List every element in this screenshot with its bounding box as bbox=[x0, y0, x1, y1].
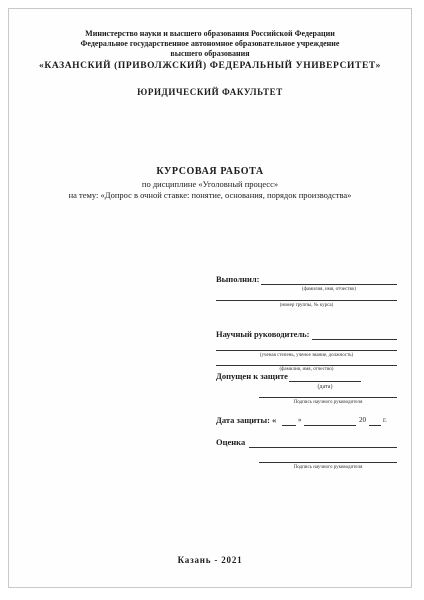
admitted-signature-line bbox=[259, 397, 397, 398]
supervisor-hint: (ученая степень, ученое звание, должность) bbox=[259, 353, 354, 358]
grade-line bbox=[249, 447, 397, 448]
year-suffix: г. bbox=[383, 416, 387, 424]
defense-date-label: Дата защиты: « bbox=[216, 415, 277, 425]
year-line bbox=[369, 425, 381, 426]
supervisor-name-line bbox=[216, 365, 397, 366]
faculty-name: ЮРИДИЧЕСКИЙ ФАКУЛЬТЕТ bbox=[137, 87, 283, 97]
group-hint: (номер группы, № курса) bbox=[279, 303, 334, 308]
supervisor-label: Научный руководитель: bbox=[216, 329, 310, 339]
university-name: «КАЗАНСКИЙ (ПРИВОЛЖСКИЙ) ФЕДЕРАЛЬНЫЙ УНИВЕРСИТЕТ» bbox=[39, 61, 381, 71]
name-hint: (фамилия, имя, отчество) bbox=[302, 287, 356, 292]
institution-type-text: Федеральное государственное автономное образовательное учреждение bbox=[80, 39, 340, 48]
group-line bbox=[216, 300, 397, 301]
defense-day-line bbox=[282, 425, 296, 426]
supervisor-title-line bbox=[216, 350, 397, 351]
supervisor-signature-hint: Подпись научного руководителя bbox=[293, 400, 363, 405]
performed-name-line bbox=[261, 284, 397, 285]
admitted-label: Допущен к защите bbox=[216, 371, 288, 381]
supervisor-line bbox=[312, 339, 397, 340]
work-title: КУРСОВАЯ РАБОТА bbox=[156, 166, 264, 177]
admitted-date-line bbox=[289, 381, 361, 382]
title-page bbox=[8, 8, 412, 588]
year-prefix: 20 bbox=[359, 416, 366, 424]
ministry-text: Министерство науки и высшего образования Российской Федерации bbox=[85, 29, 335, 38]
supervisor-name-hint: (фамилия, имя, отчество) bbox=[279, 367, 334, 372]
performed-label: Выполнил: bbox=[216, 274, 260, 284]
signature-hint: Подпись научного руководителя bbox=[293, 465, 363, 470]
defense-month-line bbox=[304, 425, 356, 426]
defense-date-mid: » bbox=[298, 416, 302, 424]
grade-label: Оценка bbox=[216, 437, 246, 447]
topic-text: на тему: «Допрос в очной ставке: понятие, основания, порядок производства» bbox=[68, 190, 352, 200]
city-year: Казань - 2021 bbox=[177, 555, 243, 565]
education-level-text: высшего образования bbox=[170, 49, 250, 58]
discipline-text: по дисциплине «Уголовный процесс» bbox=[141, 179, 279, 189]
date-placeholder: (дата) bbox=[317, 384, 333, 390]
grade-signature-line bbox=[259, 462, 397, 463]
